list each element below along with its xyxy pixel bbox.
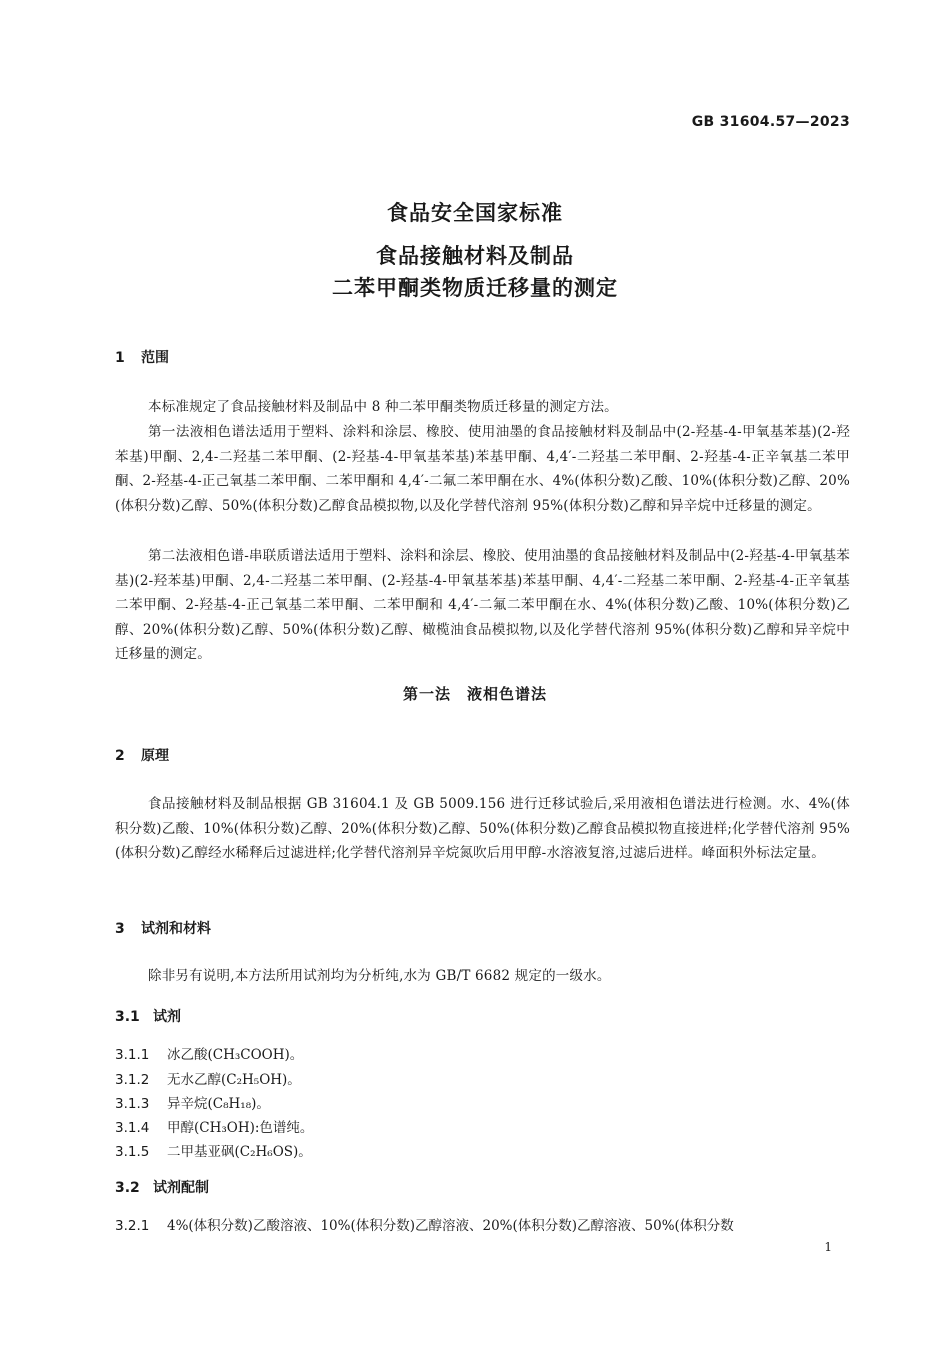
section-title: 范围 <box>141 350 169 366</box>
section-1-heading <box>115 347 169 367</box>
reagent-item <box>115 1116 313 1136</box>
prep-text: 4%(体积分数)乙酸溶液、10%(体积分数)乙醇溶液、20%(体积分数)乙醇溶液、50%(体积分数 <box>167 1218 734 1234</box>
section-title: 试剂 <box>153 1009 181 1025</box>
section-2-heading <box>115 745 169 765</box>
principle-paragraph: 食品接触材料及制品根据 GB 31604.1 及 GB 5009.156 进行迁移试验后,采用液相色谱法进行检测。水、4%(体积分数)乙酸、10%(体积分数)乙醇、20%(体积分数)乙醇、50%(体积分数)乙醇食品模拟物直接进样;化学替代溶剂 95%(体积分数)乙醇经水稀释后过滤进样;化学替代溶剂异辛烷氮吹后用甲醇-水溶液复溶,过滤后进样。峰面积外标法定量。 <box>115 796 850 862</box>
reagent-text: 二甲基亚砜(C₂H₆OS)。 <box>167 1144 312 1160</box>
section-number: 2 <box>115 748 125 764</box>
section-title: 试剂和材料 <box>141 921 211 937</box>
scope-paragraph-3: 第二法液相色谱-串联质谱法适用于塑料、涂料和涂层、橡胶、使用油墨的食品接触材料及制品中(2-羟基-4-甲氧基苯基)(2-羟苯基)甲酮、2,4-二羟基二苯甲酮、(2-羟基-4-甲氧基苯基)苯基甲酮、4,4′-二羟基二苯甲酮、2-羟基-4-正辛氧基二苯甲酮、2-羟基-4-正己氧基二苯甲酮、二苯甲酮和 4,4′-二氟二苯甲酮在水、4%(体积分数)乙酸、10%(体积分数)乙醇、20%(体积分数)乙醇、50%(体积分数)乙醇、橄榄油食品模拟物,以及化学替代溶剂 95%(体积分数)乙醇和异辛烷中迁移量的测定。 <box>115 548 850 663</box>
reagent-text: 异辛烷(C₈H₁₈)。 <box>167 1096 270 1112</box>
reagent-text: 无水乙醇(C₂H₅OH)。 <box>167 1072 301 1088</box>
section-number: 3.1 <box>115 1009 140 1025</box>
scope-paragraph-1: 本标准规定了食品接触材料及制品中 8 种二苯甲酮类物质迁移量的测定方法。 <box>148 399 618 415</box>
section-number: 3.2 <box>115 1180 140 1196</box>
title-line-1: 食品安全国家标准 <box>387 201 563 225</box>
title-line-3: 二苯甲酮类物质迁移量的测定 <box>332 276 618 300</box>
section-3-heading <box>115 918 211 938</box>
reagent-number: 3.1.1 <box>115 1047 150 1063</box>
reagent-number: 3.1.2 <box>115 1072 150 1088</box>
reagent-text: 甲醇(CH₃OH):色谱纯。 <box>167 1120 314 1136</box>
prep-number: 3.2.1 <box>115 1218 150 1234</box>
reagent-number: 3.1.3 <box>115 1096 150 1112</box>
method-1-heading: 第一法 液相色谱法 <box>402 685 547 703</box>
reagent-text: 冰乙酸(CH₃COOH)。 <box>167 1047 304 1063</box>
reagent-item <box>115 1092 270 1112</box>
reagent-number: 3.1.5 <box>115 1144 150 1160</box>
title-line-2: 食品接触材料及制品 <box>376 244 574 268</box>
section-3-2-heading <box>115 1177 209 1197</box>
section-number: 1 <box>115 350 125 366</box>
section-3-1-heading <box>115 1006 181 1026</box>
page-number: 1 <box>824 1240 832 1254</box>
section-title: 试剂配制 <box>153 1180 209 1196</box>
section-number: 3 <box>115 921 125 937</box>
scope-paragraph-2: 第一法液相色谱法适用于塑料、涂料和涂层、橡胶、使用油墨的食品接触材料及制品中(2-羟基-4-甲氧基苯基)(2-羟苯基)甲酮、2,4-二羟基二苯甲酮、(2-羟基-4-甲氧基苯基)苯基甲酮、4,4′-二羟基二苯甲酮、2-羟基-4-正辛氧基二苯甲酮、2-羟基-4-正己氧基二苯甲酮、二苯甲酮和 4,4′-二氟二苯甲酮在水、4%(体积分数)乙酸、10%(体积分数)乙醇、20%(体积分数)乙醇、50%(体积分数)乙醇食品模拟物,以及化学替代溶剂 95%(体积分数)乙醇和异辛烷中迁移量的测定。 <box>115 424 850 514</box>
reagents-intro-paragraph: 除非另有说明,本方法所用试剂均为分析纯,水为 GB/T 6682 规定的一级水。 <box>148 968 611 984</box>
reagent-number: 3.1.4 <box>115 1120 150 1136</box>
reagent-item <box>115 1043 303 1063</box>
reagent-item <box>115 1140 312 1160</box>
standard-code: GB 31604.57—2023 <box>691 114 850 130</box>
section-title: 原理 <box>141 748 169 764</box>
prep-item <box>115 1214 855 1234</box>
reagent-item <box>115 1068 301 1088</box>
